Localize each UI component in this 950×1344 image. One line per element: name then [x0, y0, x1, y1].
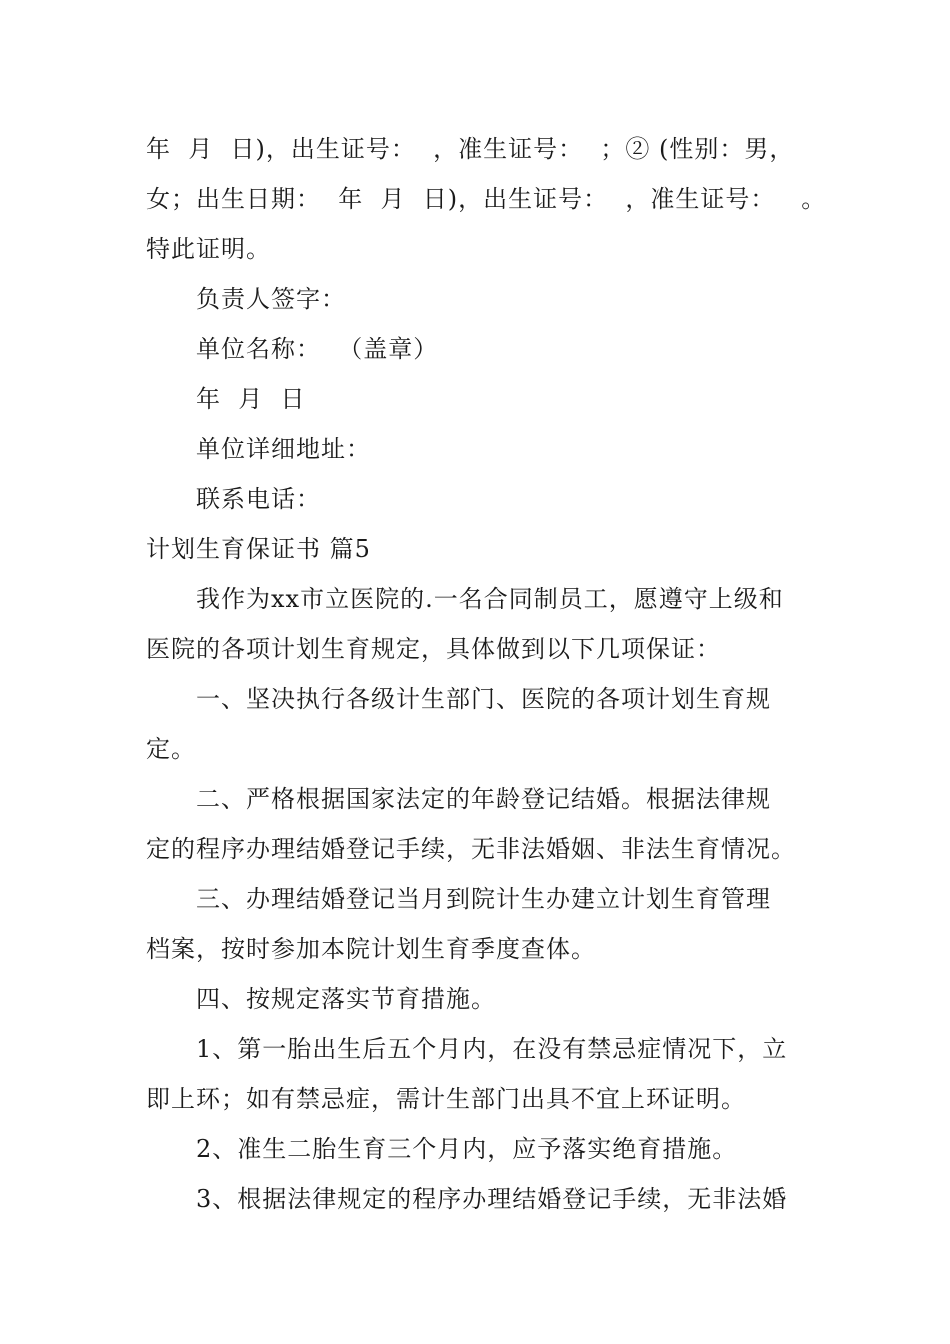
- text-line: 医院的各项计划生育规定，具体做到以下几项保证：: [146, 635, 721, 663]
- text-line: 特此证明。: [146, 235, 271, 263]
- text-line: 我作为xx市立医院的.一名合同制员工，愿遵守上级和: [196, 585, 784, 613]
- text-line: 档案，按时参加本院计划生育季度查体。: [146, 935, 596, 963]
- text-line: 三、办理结婚登记当月到院计生办建立计划生育管理: [196, 885, 771, 913]
- text-line: 二、严格根据国家法定的年龄登记结婚。根据法律规: [196, 785, 771, 813]
- phone-label: 联系电话：: [196, 485, 321, 513]
- text-line: 定。: [146, 735, 196, 763]
- section-heading: 计划生育保证书 篇5: [146, 535, 371, 563]
- text-line: 3、根据法律规定的程序办理结婚登记手续，无非法婚: [196, 1185, 788, 1213]
- unit-name-label: 单位名称： （盖章）: [196, 335, 439, 363]
- address-label: 单位详细地址：: [196, 435, 371, 463]
- date-line: 年 月 日: [196, 385, 306, 413]
- text-line: 2、准生二胎生育三个月内，应予落实绝育措施。: [196, 1135, 738, 1163]
- text-line: 年 月 日)，出生证号： ，准生证号： ；② (性别：男，: [146, 135, 795, 163]
- signature-label: 负责人签字：: [196, 285, 346, 313]
- text-line: 一、坚决执行各级计生部门、医院的各项计划生育规: [196, 685, 771, 713]
- text-line: 四、按规定落实节育措施。: [196, 985, 496, 1013]
- text-line: 1、第一胎出生后五个月内，在没有禁忌症情况下，立: [196, 1035, 788, 1063]
- text-line: 定的程序办理结婚登记手续，无非法婚姻、非法生育情况。: [146, 835, 796, 863]
- text-line: 女；出生日期： 年 月 日)，出生证号： ，准生证号： 。: [146, 185, 827, 213]
- text-line: 即上环；如有禁忌症，需计生部门出具不宜上环证明。: [146, 1085, 746, 1113]
